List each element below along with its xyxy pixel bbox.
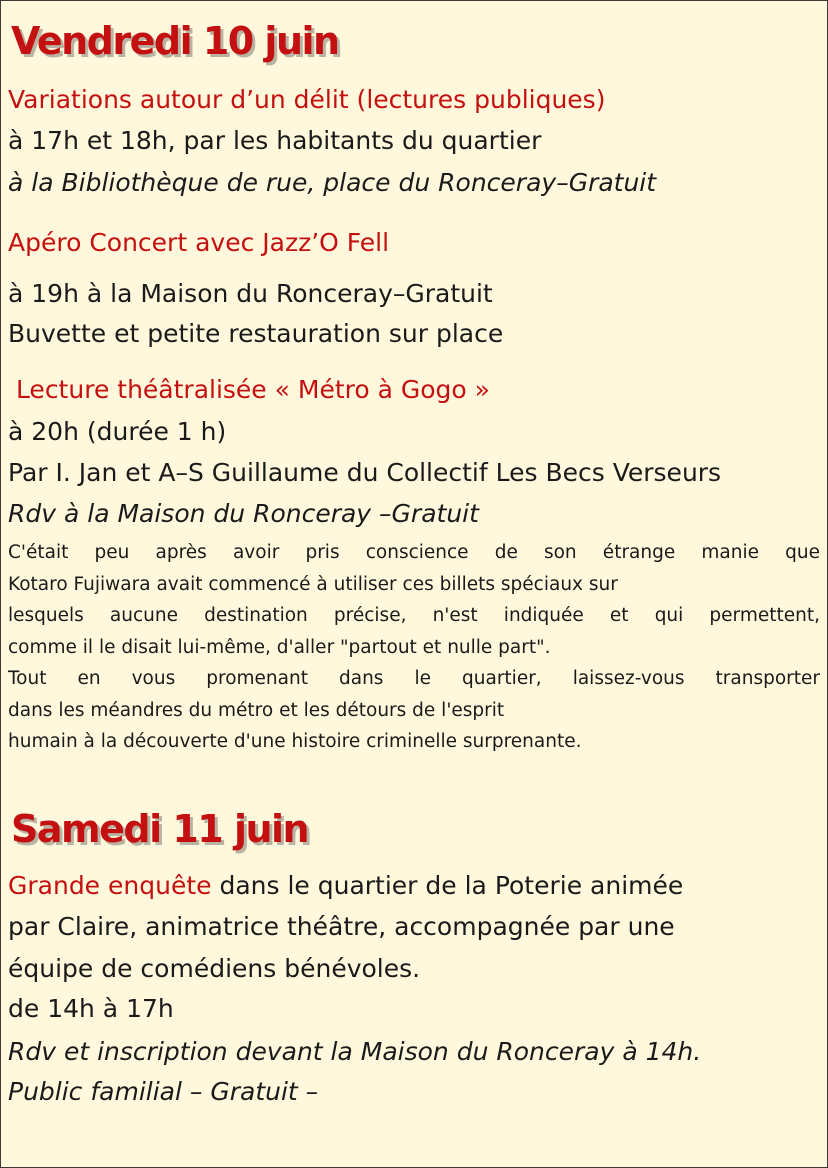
event-enquete-title-rest: dans le quartier de la Poterie animée — [211, 871, 684, 900]
description-line: lesquels aucune destination précise, n'est indiquée et qui permettent, — [8, 605, 820, 626]
event-enquete-public: Public familial – Gratuit – — [8, 1077, 319, 1106]
event-concert-note: Buvette et petite restauration sur place — [8, 319, 504, 348]
event-reading-title: Lecture théâtralisée « Métro à Gogo » — [8, 375, 490, 404]
description-line: C'était peu après avoir pris conscience de son étrange manie que — [8, 542, 820, 563]
description-line: comme il le disait lui-même, d'aller "partout et nulle part". — [8, 636, 551, 658]
event-enquete-time: de 14h à 17h — [8, 994, 174, 1023]
description-line: dans les méandres du métro et les détours de l'esprit — [8, 699, 505, 721]
event-enquete-line2: par Claire, animatrice théâtre, accompagnée par une — [8, 912, 675, 941]
description-line: Tout en vous promenant dans le quartier, laissez-vous transporter — [8, 668, 820, 689]
event-lectures-title: Variations autour d’un délit (lectures publiques) — [8, 85, 606, 114]
event-reading-time: à 20h (durée 1 h) — [8, 417, 227, 446]
event-reading-by: Par I. Jan et A–S Guillaume du Collectif Les Becs Verseurs — [8, 458, 722, 487]
event-concert-title: Apéro Concert avec Jazz’O Fell — [8, 228, 390, 257]
event-reading-place: Rdv à la Maison du Ronceray –Gratuit — [8, 499, 479, 528]
event-reading-description — [8, 537, 820, 758]
description-line: humain à la découverte d'une histoire criminelle surprenante. — [8, 731, 582, 752]
event-concert-time: à 19h à la Maison du Ronceray–Gratuit — [8, 279, 493, 308]
event-lectures-place: à la Bibliothèque de rue, place du Ronceray–Gratuit — [8, 168, 657, 197]
saturday-heading: Samedi 11 juin — [11, 807, 309, 851]
event-enquete-line3: équipe de comédiens bénévoles. — [8, 954, 421, 983]
event-enquete-line1 — [8, 871, 683, 900]
description-line: Kotaro Fujiwara avait commencé à utiliser ces billets spéciaux sur — [8, 573, 618, 595]
event-enquete-rdv: Rdv et inscription devant la Maison du Ronceray à 14h. — [8, 1037, 702, 1066]
event-lectures-time: à 17h et 18h, par les habitants du quartier — [8, 126, 542, 155]
event-enquete-highlight: Grande enquête — [8, 871, 212, 900]
friday-heading: Vendredi 10 juin — [11, 19, 339, 63]
